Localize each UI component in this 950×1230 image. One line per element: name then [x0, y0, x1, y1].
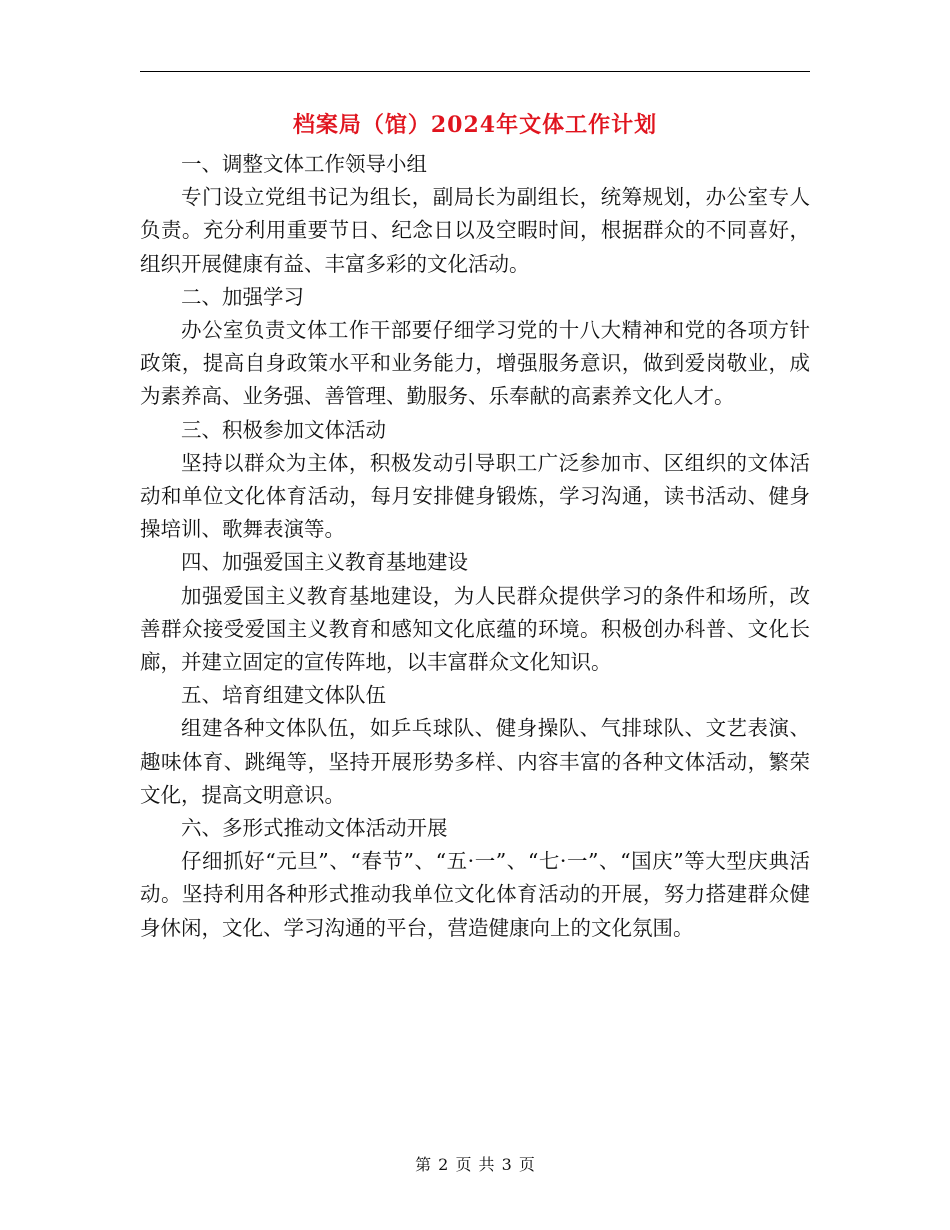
- section-heading-3: 三、积极参加文体活动: [181, 417, 386, 442]
- section-heading-1: 一、调整文体工作领导小组: [181, 152, 427, 176]
- page-number: 第 2 页 共 3 页: [415, 1155, 535, 1174]
- section-paragraph-3: 坚持以群众为主体，积极发动引导职工广泛参加市、区组织的文体活动和单位文化体育活动，每月安排健身锻炼，学习沟通，读书活动、健身操培训、歌舞表演等。: [140, 450, 810, 542]
- section-heading-6: 六、多形式推动文体活动开展: [181, 816, 448, 841]
- section-heading-5: 五、培育组建文体队伍: [181, 683, 386, 708]
- section-paragraph-2: 办公室负责文体工作干部要仔细学习党的十八大精神和党的各项方针政策，提高自身政策水平和业务能力，增强服务意识，做到爱岗敬业，成为素养高、业务强、善管理、勤服务、乐奉献的高素养文化人才。: [140, 318, 810, 409]
- section-paragraph-5: 组建各种文体队伍，如乒乓球队、健身操队、气排球队、文艺表演、趣味体育、跳绳等，坚持开展形势多样、内容丰富的各种文体活动，繁荣文化，提高文明意识。: [140, 716, 810, 807]
- section-heading-2: 二、加强学习: [181, 284, 304, 309]
- section-paragraph-1: 专门设立党组书记为组长，副局长为副组长，统筹规划，办公室专人负责。充分利用重要节日、纪念日以及空暇时间，根据群众的不同喜好，组织开展健康有益、丰富多彩的文化活动。: [140, 185, 810, 276]
- document-title: 档案局（馆）2024年文体工作计划: [292, 112, 658, 138]
- section-paragraph-4: 加强爱国主义教育基地建设，为人民群众提供学习的条件和场所，改善群众接受爱国主义教育和感知文化底蕴的环境。积极创办科普、文化长廊，并建立固定的宣传阵地，以丰富群众文化知识。: [140, 583, 810, 675]
- section-paragraph-6: 仔细抓好“元旦”、“春节”、“五·一”、“七·一”、“国庆”等大型庆典活动。坚持利用各种形式推动我单位文化体育活动的开展，努力搭建群众健身休闲，文化、学习沟通的平台，营造健康向上的文化氛围。: [140, 849, 810, 940]
- document-body: [140, 148, 810, 945]
- header-rule: [140, 71, 810, 72]
- section-heading-4: 四、加强爱国主义教育基地建设: [181, 550, 468, 575]
